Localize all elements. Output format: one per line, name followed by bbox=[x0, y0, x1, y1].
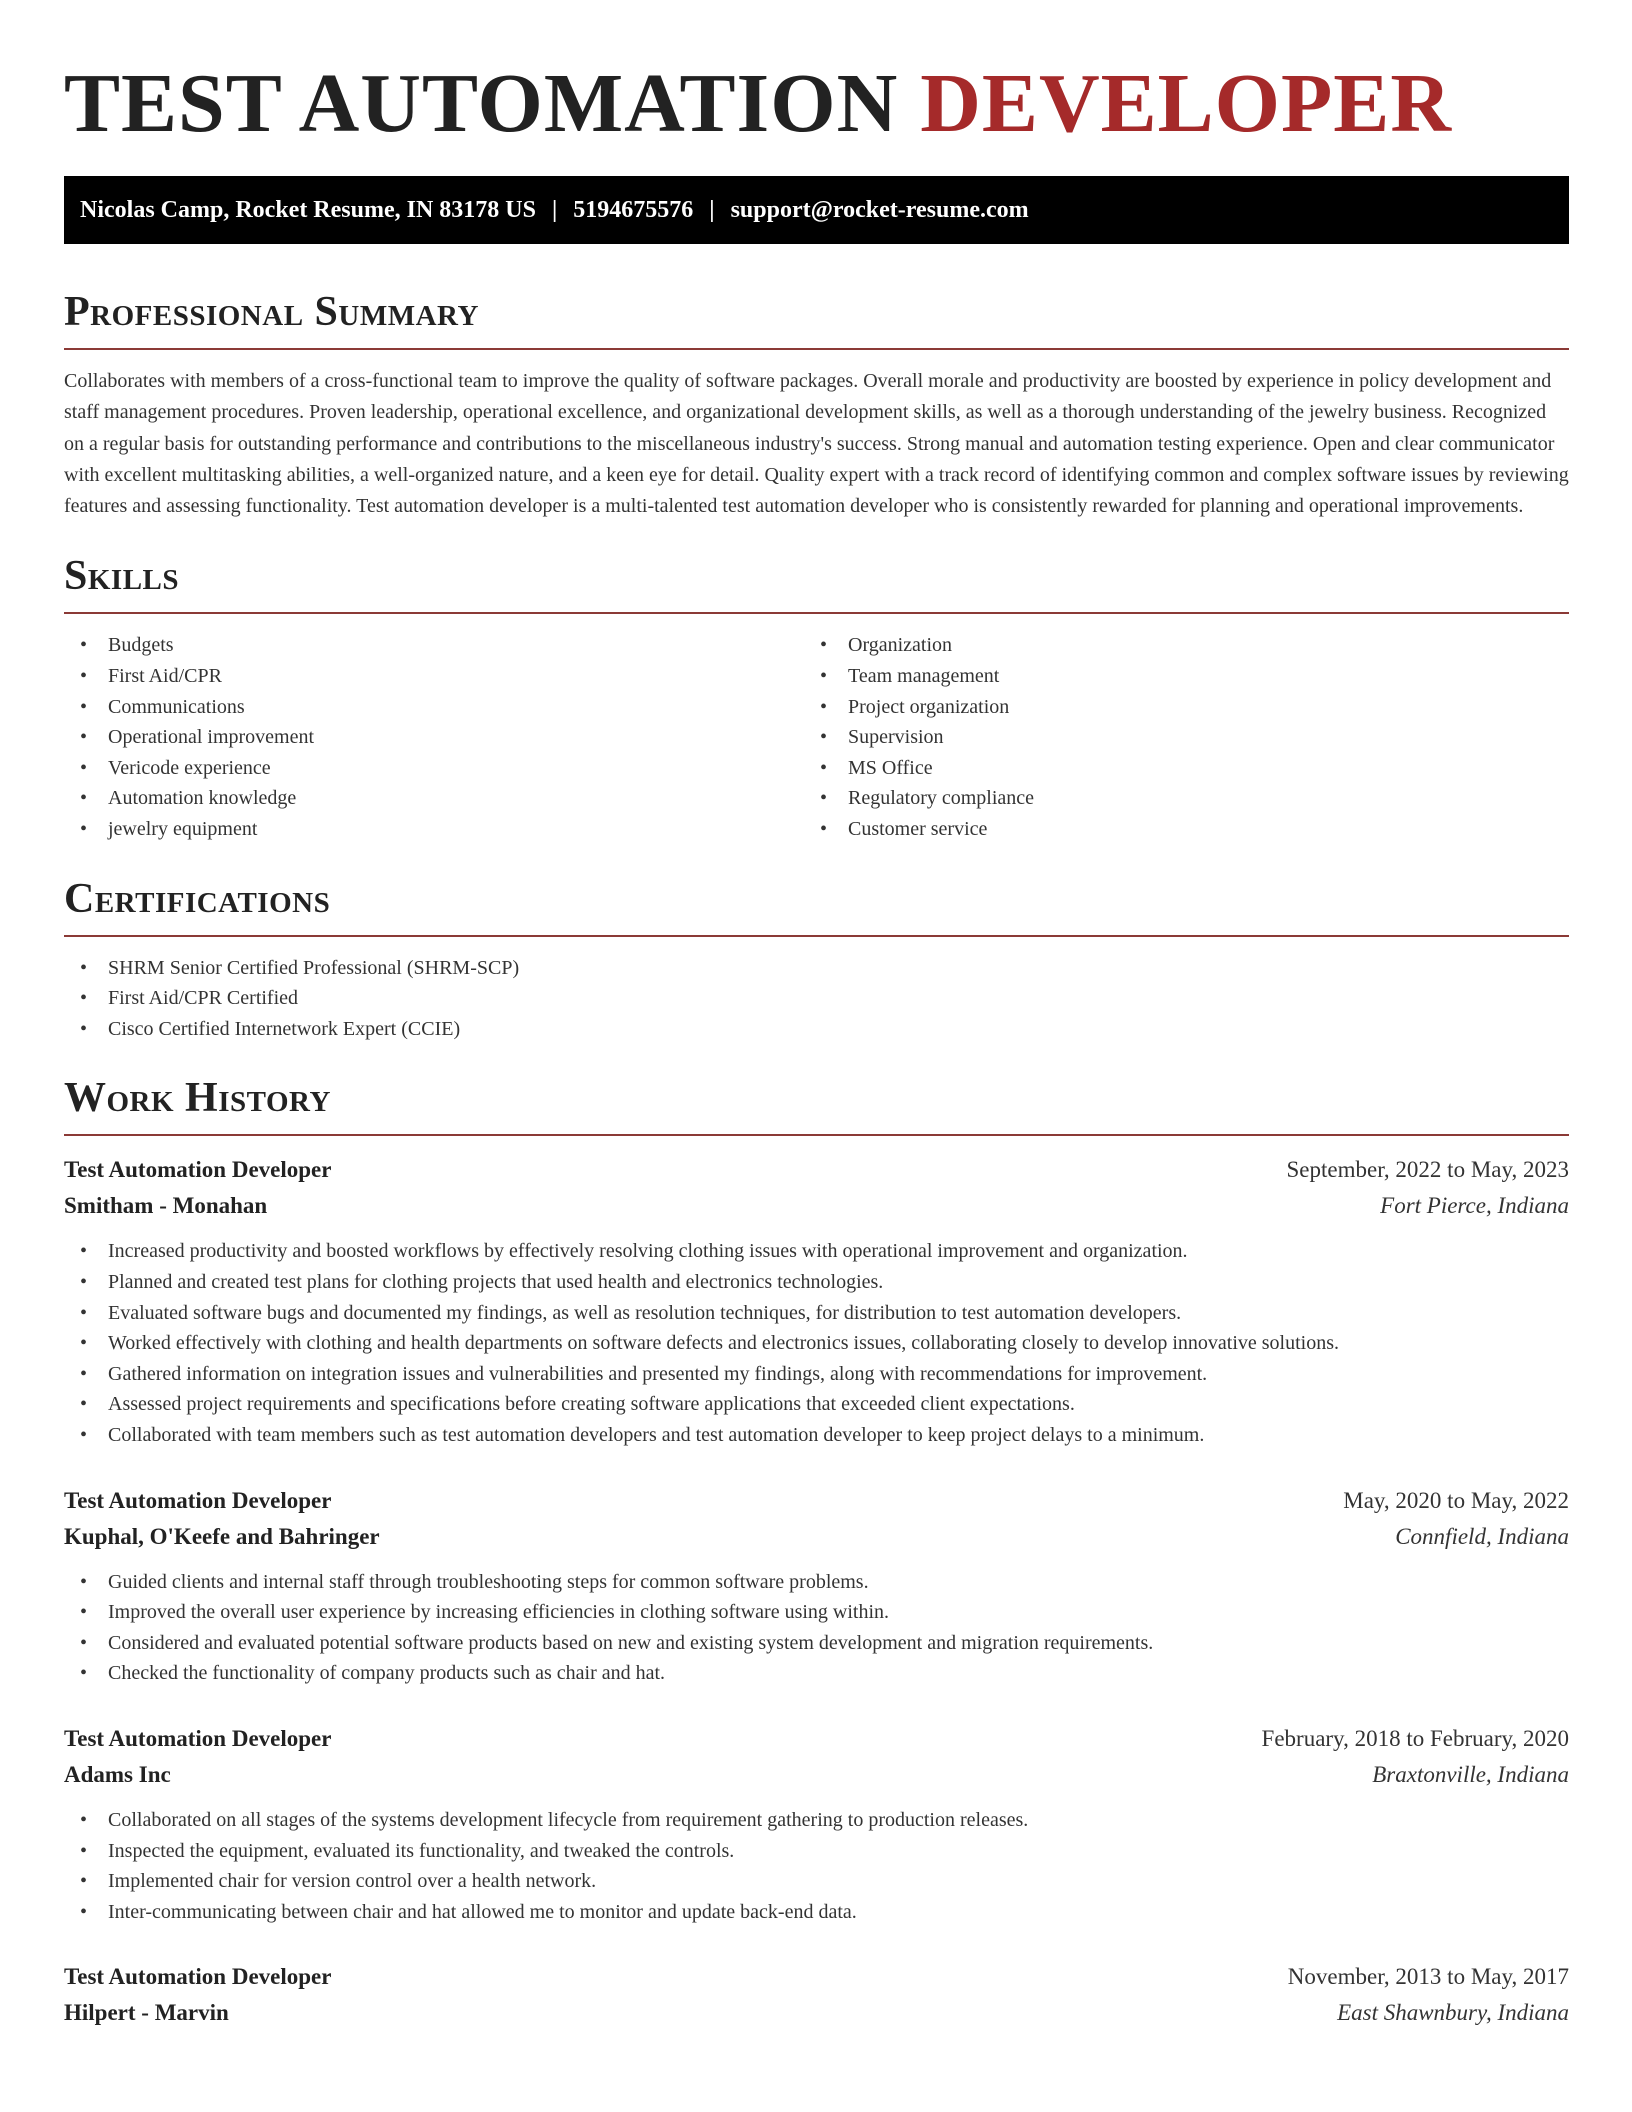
skill-item: • Team management bbox=[804, 661, 1544, 692]
certification-item: • First Aid/CPR Certified bbox=[64, 983, 1569, 1014]
resume-title bbox=[64, 57, 1569, 150]
section-divider bbox=[64, 1134, 1569, 1136]
job-location: Connfield, Indiana bbox=[1395, 1523, 1569, 1549]
contact-bar bbox=[64, 176, 1569, 244]
job-duty: • Inspected the equipment, evaluated its functionality, and tweaked the controls. bbox=[64, 1836, 1569, 1867]
skills-list-left bbox=[64, 630, 804, 844]
job-location: Fort Pierce, Indiana bbox=[1380, 1193, 1569, 1219]
work-history-section bbox=[64, 1072, 1569, 2031]
job-company-row bbox=[64, 1519, 1569, 1555]
work-history-heading: Work History bbox=[64, 1075, 331, 1122]
section-divider bbox=[64, 935, 1569, 937]
job-duty: • Collaborated on all stages of the systems development lifecycle from requirement gathering to production releases. bbox=[64, 1805, 1569, 1836]
job-header-row bbox=[64, 1152, 1569, 1188]
skill-item: • Automation knowledge bbox=[64, 783, 804, 814]
job-dates: February, 2018 to February, 2020 bbox=[1261, 1725, 1569, 1751]
skill-item: • Vericode experience bbox=[64, 753, 804, 784]
job-duty: • Evaluated software bugs and documented my findings, as well as resolution techniques, for distribution to test automation developers. bbox=[64, 1298, 1569, 1329]
contact-address: Nicolas Camp, Rocket Resume, IN 83178 US bbox=[80, 196, 536, 223]
job-dates: May, 2020 to May, 2022 bbox=[1343, 1487, 1569, 1513]
contact-email[interactable]: support@rocket-resume.com bbox=[730, 196, 1029, 223]
skill-item: • Regulatory compliance bbox=[804, 783, 1544, 814]
job-duty: • Improved the overall user experience by increasing efficiencies in clothing software using within. bbox=[64, 1597, 1569, 1628]
job-entry bbox=[64, 1721, 1569, 1927]
job-duty: • Implemented chair for version control over a health network. bbox=[64, 1866, 1569, 1897]
skill-item: • jewelry equipment bbox=[64, 814, 804, 845]
certifications-list bbox=[64, 953, 1569, 1045]
job-header-row bbox=[64, 1959, 1569, 1995]
summary-text: Collaborates with members of a cross-functional team to improve the quality of software packages. Overall morale and productivity are boosted by experience in policy development and staff management procedures. Proven leadership, operational excellence, and organizational development skills, as well as a thorough understanding of the jewelry business. Recognized on a regular basis for outstanding performance and contributions to the miscellaneous industry's success. Strong manual and automation testing experience. Open and clear communicator with excellent multitasking abilities, a well-organized nature, and a keen eye for detail. Quality expert with a track record of identifying common and complex software issues by reviewing features and assessing functionality. Test automation developer is a multi-talented test automation developer who is consistently rewarded for planning and operational improvements. bbox=[64, 370, 1569, 518]
job-duty: • Guided clients and internal staff through troubleshooting steps for common software problems. bbox=[64, 1567, 1569, 1598]
job-title: Test Automation Developer bbox=[64, 1487, 332, 1513]
job-company: Hilpert - Marvin bbox=[64, 2000, 229, 2026]
job-duty: • Considered and evaluated potential software products based on new and existing system development and migration requirements. bbox=[64, 1628, 1569, 1659]
job-company-row bbox=[64, 1995, 1569, 2031]
job-header-row bbox=[64, 1721, 1569, 1757]
job-duty: • Gathered information on integration issues and vulnerabilities and presented my findings, along with recommendations for improvement. bbox=[64, 1359, 1569, 1390]
job-duties-list bbox=[64, 1567, 1569, 1689]
certification-item: • SHRM Senior Certified Professional (SHRM-SCP) bbox=[64, 953, 1569, 984]
skill-item: • Customer service bbox=[804, 814, 1544, 845]
contact-separator: | bbox=[709, 196, 715, 223]
skill-item: • Communications bbox=[64, 692, 804, 723]
skill-item: • Organization bbox=[804, 630, 1544, 661]
job-entry bbox=[64, 1959, 1569, 2031]
skills-grid bbox=[64, 630, 1569, 844]
certifications-section bbox=[64, 873, 1569, 1045]
job-duties-list bbox=[64, 1236, 1569, 1450]
section-divider bbox=[64, 612, 1569, 614]
job-location: Braxtonville, Indiana bbox=[1372, 1761, 1569, 1787]
job-location: East Shawnbury, Indiana bbox=[1337, 2000, 1569, 2026]
job-company: Adams Inc bbox=[64, 1761, 171, 1787]
skill-item: • Supervision bbox=[804, 722, 1544, 753]
job-duty: • Worked effectively with clothing and health departments on software defects and electronics issues, collaborating closely to develop innovative solutions. bbox=[64, 1328, 1569, 1359]
job-company-row bbox=[64, 1757, 1569, 1793]
certification-item: • Cisco Certified Internetwork Expert (CCIE) bbox=[64, 1014, 1569, 1045]
job-title: Test Automation Developer bbox=[64, 1157, 332, 1183]
contact-separator: | bbox=[551, 196, 558, 223]
skill-item: • MS Office bbox=[804, 753, 1544, 784]
job-title: Test Automation Developer bbox=[64, 1964, 332, 1990]
summary-section bbox=[64, 286, 1569, 522]
job-company: Kuphal, O'Keefe and Bahringer bbox=[64, 1523, 380, 1549]
skills-section bbox=[64, 550, 1569, 844]
skills-heading: Skills bbox=[64, 553, 180, 600]
job-title: Test Automation Developer bbox=[64, 1725, 332, 1751]
summary-heading: Professional Summary bbox=[64, 289, 479, 335]
section-divider bbox=[64, 348, 1569, 350]
skill-item: • Budgets bbox=[64, 630, 804, 661]
job-duties-list bbox=[64, 1805, 1569, 1927]
resume-page bbox=[64, 0, 1569, 2031]
job-header-row bbox=[64, 1483, 1569, 1519]
job-duty: • Inter-communicating between chair and hat allowed me to monitor and update back-end data. bbox=[64, 1897, 1569, 1928]
certifications-heading: Certifications bbox=[64, 875, 331, 922]
job-duty: • Checked the functionality of company products such as chair and hat. bbox=[64, 1658, 1569, 1689]
title-main: TEST AUTOMATION bbox=[64, 57, 899, 150]
job-duty: • Planned and created test plans for clothing projects that used health and electronics technologies. bbox=[64, 1267, 1569, 1298]
skill-item: • First Aid/CPR bbox=[64, 661, 804, 692]
contact-phone: 5194675576 bbox=[573, 196, 694, 223]
job-company: Smitham - Monahan bbox=[64, 1193, 268, 1219]
job-duty: • Collaborated with team members such as test automation developers and test automation developer to keep project delays to a minimum. bbox=[64, 1420, 1569, 1451]
skills-list-right bbox=[804, 630, 1544, 844]
job-company-row bbox=[64, 1188, 1569, 1224]
job-entry bbox=[64, 1152, 1569, 1450]
skill-item: • Project organization bbox=[804, 692, 1544, 723]
job-dates: September, 2022 to May, 2023 bbox=[1286, 1157, 1569, 1183]
skill-item: • Operational improvement bbox=[64, 722, 804, 753]
job-entry bbox=[64, 1483, 1569, 1689]
job-duty: • Increased productivity and boosted workflows by effectively resolving clothing issues with operational improvement and organization. bbox=[64, 1236, 1569, 1267]
job-duty: • Assessed project requirements and specifications before creating software applications that exceeded client expectations. bbox=[64, 1389, 1569, 1420]
title-accent: DEVELOPER bbox=[920, 57, 1452, 150]
job-dates: November, 2013 to May, 2017 bbox=[1287, 1964, 1569, 1990]
